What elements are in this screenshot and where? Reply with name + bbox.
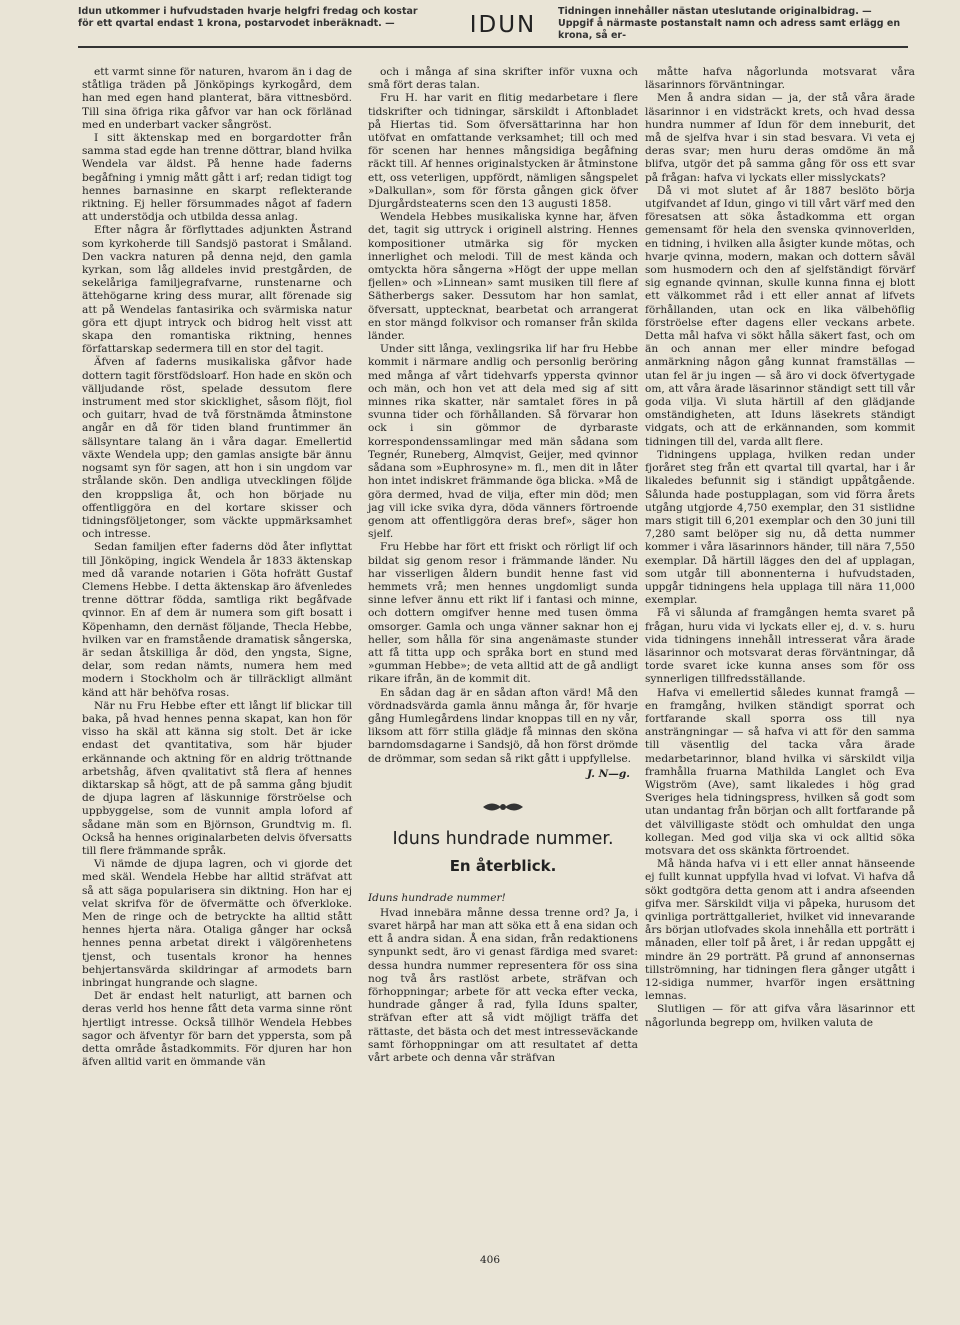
masthead bbox=[78, 2, 908, 48]
paragraph: Det är endast helt naturligt, att barnen och deras verld hos henne fått deta varma sinne rönt hjertligt intresse. Också tillhör Wendela Hebbes sagor och äfventyr för barn det yppersta, som på detta område åstadkommits. För djuren har hon äfven alltid varit en ömmande vän bbox=[82, 990, 352, 1069]
paragraph: Sedan familjen efter faderns död åter inflyttat till Jönköping, ingick Wendela år 1833 äktenskap med då varande notarien i Göta hofrätt Gustaf Clemens Hebbe. I detta äktenskap äro äfvenledes trenne döttrar födda, samtliga rikt begåfvade qvinnor. En af dem är numera som gift bosatt i Köpenhamn, den dernäst följande, Thecla Hebbe, hvilken var en framstående dramatisk sångerska, är sedan åtskilliga år död, den yngsta, Signe, delar, som redan nämts, numera hem med modern i Stockholm och är tillräckligt allmänt känd att här behöfva rosas. bbox=[82, 541, 352, 699]
article-subheadline: En återblick. bbox=[449, 857, 557, 876]
paragraph: När nu Fru Hebbe efter ett långt lif blickar till baka, på hvad hennes penna skapat, kan hon för visso ha skäl att känna sig stolt. Det är icke endast det qvantitativa, som här bjuder erkännande och aktning för en aldrig tröttnande arbetshåg, äfven qvalitativt stå flera af hennes diktarskap så högt, att de på samma gång bjudit de djupa lagren af läskunnige förströelse och uppbyggelse, som de vunnit ampla loford af sådane män som en Björnson, Grundtvig m. fl. Också ha hennes originalarbeten delvis öfversatts till flere främmande språk. bbox=[82, 699, 352, 857]
paragraph: Fru H. har varit en flitig medarbetare i flere tidskrifter och tidningar, särskildt i Aftonbladet på Hiertas tid. Som öfversättarinna har hon utöfvat en omfattande verksamhet; till och med för scenen har hennes mångsidiga begåfning räckt till. Af hennes originalstycken är åtminstone ett, oss veterligen, uppfördt, nämligen sångspelet »Dalkullan», som för första gången gick öfver Djurgårdsteaterns scen den 13 augusti 1858. bbox=[368, 92, 638, 211]
column-2 bbox=[368, 66, 638, 1065]
masthead-title: IDUN bbox=[469, 12, 537, 38]
paragraph: Wendela Hebbes musikaliska kynne har, äfven det, tagit sig uttryck i originell alstring. Hennes kompositioner utmärka sig för mycken innerlighet och melodi. Till de mest kända och omtyckta höra sångerna »Högt der uppe mellan fjellen» och »Linnean» samt musiken till flere af Sätherbergs saker. Dessutom har hon samlat, öfversatt, upptecknat, bearbetat och arrangerat en stor mängd folkvisor och romanser från skilda länder. bbox=[368, 211, 638, 343]
article-signature: J. N—g. bbox=[587, 767, 630, 780]
paragraph: Då vi mot slutet af år 1887 beslöto börja utgifvandet af Idun, gingo vi till vårt värf med den föresatsen att söka åstadkomma ett organ gemensamt för hela den svenska qvinnoverlden, en tidning, i hvilken alla åsigter kunde mötas, och hvarje qvinna, modern, makan och dottern såväl som husmodern och den af sjelfständigt förvärf sig egnande qvinnan, skulle kunna finna ej blott ett välkommet råd i ett eller annat af lifvets förhållanden, utan ock en lika välbehöflig förströelse efter dagens eller veckans arbete. Detta mål hafva vi sökt hålla säkert fast, och om än och annan mer eller mindre befogad anmärkning någon gång kunnat framställas — utan fel är ju ingen — så äro vi dock öfvertygade om, att våra ärade läsarinnor ständigt sett till vår goda vilja. Vi sluta härtill af den glädjande omständigheten, att Iduns läsekrets ständigt vidgats, och att de erkännanden, som kommit tidningen till del, varda allt flere. bbox=[645, 184, 915, 448]
paragraph: Efter några år förflyttades adjunkten Åstrand som kyrkoherde till Sandsjö pastorat i Småland. Den vackra naturen på denna nejd, den gamla kyrkan, som låg alldeles invid prestgården, de sekelåriga familjegrafvarne, runstenarne och ättehögarne kring dess murar, allt förenade sig att på Wendelas fantasirika och svärmiska natur göra ett djupt intryck och bidrog helt visst att skapa den romantiska riktning, hennes författarskap sedermera till en stor del tagit. bbox=[82, 224, 352, 356]
paragraph: Under sitt långa, vexlingsrika lif har fru Hebbe kommit i närmare andlig och personlig beröring med många af vårt tidehvarfs yppersta qvinnor och män, och hon vet att dela med sig af sitt minnes rika skatter, när samtalet föres in på svunna tider och förhållanden. Så förvarar hon ock i sin gömmor de dyrbaraste korrespondenssamlingar med män sådana som Tegnér, Runeberg, Almqvist, Geijer, med qvinnor sådana som »Euphrosyne» m. fl., men dit in låter hon intet indiskret främmande öga blicka. »Må de göra dermed, hvad de vilja, efter min död; men jag vill icke svika dyra, döda vänners förtroende genom att offentliggöra deras bref», säger hon sjelf. bbox=[368, 343, 638, 541]
paragraph: Få vi sålunda af framgången hemta svaret på frågan, huru vida vi lyckats eller ej, d. v. s. huru vida tidningens innehåll intresserat våra ärade läsarinnor och motsvarat deras förväntningar, då torde svaret icke kunna anses som för oss synnerligen tillfredsställande. bbox=[645, 607, 915, 686]
article-headline: Iduns hundrade nummer. bbox=[392, 829, 614, 850]
paragraph: Hafva vi emellertid således kunnat framgå — en framgång, hvilken ständigt sporrat och fortfarande skall sporra oss till nya ansträngningar — så hafva vi att för den samma till väsentlig del tacka våra ärade medarbetarinnor, bland hvilka vi särskildt vilja framhålla fruarna Mathilda Langlet och Eva Wigström (Ave), samt likaledes i hög grad Sveriges hela tidningspress, hvilken så godt som utan undantag från början och allt fortfarande på det välvilligaste stödt och omhuldat den unga kollegan. Med god vilja ska vi ock alltid söka motsvara det oss skänkta förtroendet. bbox=[645, 686, 915, 857]
fleuron-icon bbox=[368, 799, 638, 819]
paragraph: måtte hafva någorlunda motsvarat våra läsarinnors förväntningar. bbox=[645, 66, 915, 92]
page-number: 406 bbox=[479, 1254, 501, 1266]
paragraph: Slutligen — för att gifva våra läsarinnor ett någorlunda begrepp om, hvilken valuta de bbox=[645, 1003, 915, 1029]
masthead-left-notice: Idun utkommer i hufvudstaden hvarje helgfri fredag och kostar för ett qvartal endast 1 krona, postarvodet inberäknadt. — bbox=[78, 6, 418, 29]
article-kicker: Iduns hundrade nummer! bbox=[368, 891, 506, 904]
paragraph: En sådan dag är en sådan afton värd! Må den vördnadsvärda gamla ännu många år, för hvarje gång Humlegårdens lindar knoppas till en ny vår, liksom att förr stilla glädje få minnas den sköna barndomsdagarne i Sandsjö, då hon först drömde de drömmar, som sedan så rikt gått i uppfyllelse. bbox=[368, 686, 638, 765]
column-1 bbox=[82, 66, 352, 1069]
paragraph: Hvad innebära månne dessa trenne ord? Ja, i svaret härpå har man att söka ett å ena sidan och ett å andra sidan. Å ena sidan, från redaktionens synpunkt sedt, äro vi genast färdiga med svaret: dessa hundra nummer representera för oss sina nog två års rastlöst arbete, sträfvan och förhoppningar; arbete för att vecka efter vecka, hundrade gånger å rad, fylla Iduns spalter, sträfvan efter att så vidt möjligt träffa det rättaste, det bästa och det mest intresseväckande samt förhoppningar om att resultatet af detta vårt arbete och denna vår sträfvan bbox=[368, 906, 638, 1065]
paragraph: Må hända hafva vi i ett eller annat hänseende ej fullt kunnat uppfylla hvad vi lofvat. Vi hafva då sökt godtgöra detta genom att i andra afseenden gifva mer. Särskildt vilja vi påpeka, hurusom det qvinliga porträttgalleriet, hvilket vid innevarande års början utlofvades skola innehålla ett porträtt i månaden, eller tolf på året, i år redan uppgått ej mindre än 29 porträtt. På grund af annonsernas tillströmning, har tidningen flera gånger utgått i 12-sidiga nummer, hvarför ingen ersättning lemnas. bbox=[645, 858, 915, 1003]
paragraph: och i många af sina skrifter inför vuxna och små fört deras talan. bbox=[368, 66, 638, 92]
paragraph: Fru Hebbe har fört ett friskt och rörligt lif och bildat sig genom resor i främmande länder. Nu har visserligen åldern bundit henne fast vid hemmets vrå; men hennes ungdomligt sunda sinne lefver ännu ett rikt lif i fantasi och minne, och dottern omgifver henne med tusen ömma omsorger. Gamla och unga vänner saknar hon ej heller, som hålla för sina angenämaste stunder att få titta upp och språka bort en stund med »gumman Hebbe»; de veta alltid att de gå andligt rikare ifrån, än de kommit dit. bbox=[368, 541, 638, 686]
paragraph: Men å andra sidan — ja, der stå våra ärade läsarinnor i en vidsträckt krets, och hvad dessa hundra nummer af Idun för dem inneburit, det må de sjelfva hvar i sin stad besvara. Vi veta ej deras svar; men huru deras omdöme än må blifva, utgör det på samma gång för oss ett svar på frågan: hafva vi lyckats eller misslyckats? bbox=[645, 92, 915, 184]
masthead-right-notice: Tidningen innehåller nästan uteslutande originalbidrag. — Uppgif å närmaste postanstalt namn och adress samt erlägg en krona, så er- bbox=[558, 6, 901, 41]
paragraph: Tidningens upplaga, hvilken redan under fjoråret steg från ett qvartal till qvartal, har i år likaledes befunnit sig i ständigt uppåtgående. Sålunda hade postupplagan, som vid förra årets utgång utgjorde 4,750 exemplar, den 31 sistlidne mars stigit till 6,201 exemplar och den 30 juni till 7,280 samt belöper sig nu, då detta nummer kommer i våra läsarinnors händer, till nära 7,550 exemplar. Då härtill lägges den del af upplagan, som utgår till abonnenterna i hufvudstaden, uppgår tidningens hela upplaga till nära 11,000 exemplar. bbox=[645, 448, 915, 607]
paragraph: Äfven af faderns musikaliska gåfvor hade dottern tagit förstfödsloarf. Hon hade en skön och välljudande röst, spelade dessutom flere instrument med stor skicklighet, såsom flöjt, fiol och guitarr, hvad de två förstnämda åtminstone angår en då för tiden bland fruntimmer än sällsyntare talang än i våra dagar. Emellertid växte Wendela upp; den gamlas ansigte bär ännu nogsamt syn för sagen, att hon i sin ungdom var strålande skön. Den andliga utvecklingen följde den kroppsliga åt, och hon började nu offentliggöra en del kortare skisser och tidningsföljetonger, som väckte uppmärksamhet och intresse. bbox=[82, 356, 352, 541]
paragraph: ett varmt sinne för naturen, hvarom än i dag de ståtliga träden på Jönköpings kyrkogård, dem han med egen hand planterat, bära vittnesbörd. Till sina öfriga rika gåfvor var han ock förlänad med en underbart vacker sångröst. bbox=[82, 66, 352, 131]
paragraph: I sitt äktenskap med en borgardotter från samma stad egde han trenne döttrar, bland hvilka Wendela var äldst. På henne hade faderns begåfning i ymnig mått gått i arf; redan tidigt tog hennes barnasinne en skarpt reflekterande riktning. Ej heller försummades något af fadern att understödja och utbilda dessa anlag. bbox=[82, 132, 352, 224]
column-3 bbox=[645, 66, 915, 1030]
paragraph: Vi nämde de djupa lagren, och vi gjorde det med skäl. Wendela Hebbe har alltid sträfvat att så att säga popularisera sin diktning. Hon har ej velat skrifva för de öfvermätte och öfverkloke. Men de ringe och de betryckte ha alltid stått hennes hjerta nära. Otaliga gånger har också hennes penna arbetat direkt i välgörenhetens tjenst, och tusentals kronor ha hennes behjertansvärda skildringar af armodets barn inbringat hungrande och slagne. bbox=[82, 858, 352, 990]
